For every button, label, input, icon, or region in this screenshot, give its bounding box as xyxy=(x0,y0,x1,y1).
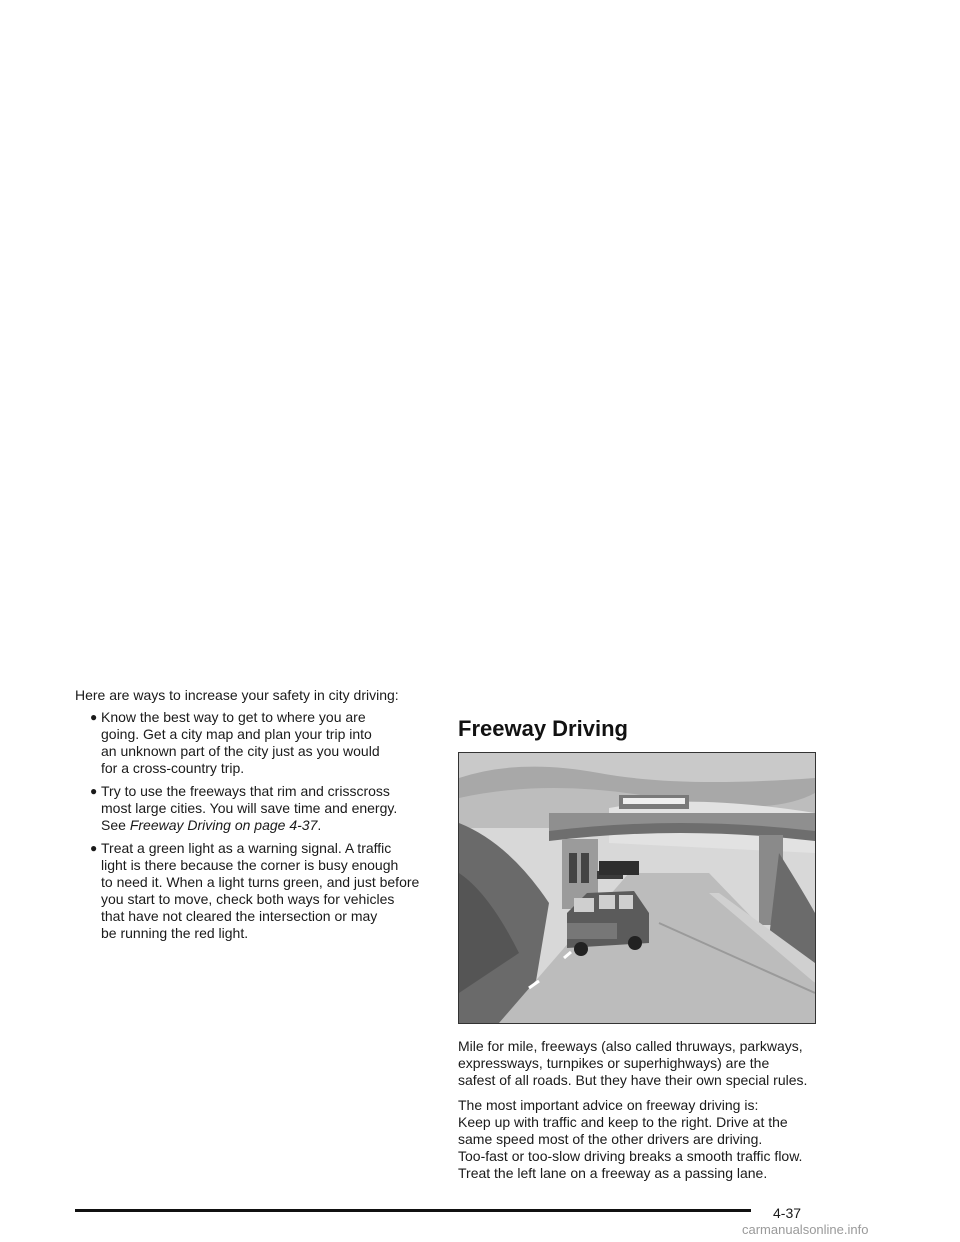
paragraph-freeway-advice xyxy=(458,1097,818,1182)
bullet-line: that have not cleared the intersection or may xyxy=(101,908,378,924)
bullet-line: most large cities. You will save time and energy. xyxy=(101,800,398,816)
text-line: safest of all roads. But they have their own special rules. xyxy=(458,1072,808,1088)
period: . xyxy=(317,817,322,833)
right-column xyxy=(458,717,818,1190)
bullet-line: an unknown part of the city just as you would xyxy=(101,743,380,759)
bullet-icon: ● xyxy=(90,710,98,724)
text-line: Keep up with traffic and keep to the right. Drive at the xyxy=(458,1114,788,1130)
list-item xyxy=(90,709,435,777)
list-item xyxy=(90,840,435,942)
list-item xyxy=(90,783,435,834)
footer-rule xyxy=(75,1209,751,1212)
watermark: carmanualsonline.info xyxy=(742,1222,869,1237)
page-number: 4-37 xyxy=(773,1205,802,1221)
section-heading: Freeway Driving xyxy=(458,716,628,741)
freeway-scene-image xyxy=(459,753,815,1023)
cross-reference-link[interactable]: Freeway Driving on page 4-37 xyxy=(129,817,318,833)
bullet-icon: ● xyxy=(90,784,98,798)
text-line: Treat the left lane on a freeway as a passing lane. xyxy=(458,1165,768,1181)
freeway-illustration xyxy=(458,752,816,1024)
intro-text: Here are ways to increase your safety in city driving: xyxy=(75,687,399,703)
bullet-first-line: Try to use the freeways that rim and crisscross xyxy=(101,783,390,799)
bullet-line: light is there because the corner is busy enough xyxy=(101,857,399,873)
bullet-line xyxy=(101,817,435,834)
text-line: expressways, turnpikes or superhighways) are the xyxy=(458,1055,770,1071)
see-label: See xyxy=(101,817,126,833)
text-line: The most important advice on freeway driving is: xyxy=(458,1097,759,1113)
paragraph-freeway-safety xyxy=(458,1038,818,1089)
bullet-line: you start to move, check both ways for vehicles xyxy=(101,891,395,907)
bullet-line: going. Get a city map and plan your trip into xyxy=(101,726,372,742)
bullet-line: be running the red light. xyxy=(101,925,249,941)
left-column xyxy=(75,687,435,951)
safety-tips-list xyxy=(75,709,435,942)
text-line: same speed most of the other drivers are driving. xyxy=(458,1131,763,1147)
bullet-line: for a cross-country trip. xyxy=(101,760,245,776)
text-line: Too-fast or too-slow driving breaks a smooth traffic flow. xyxy=(458,1148,803,1164)
text-line: Mile for mile, freeways (also called thruways, parkways, xyxy=(458,1038,803,1054)
bullet-first-line: Know the best way to get to where you are xyxy=(101,709,366,725)
bullet-line: to need it. When a light turns green, and just before xyxy=(101,874,420,890)
bullet-icon: ● xyxy=(90,841,98,855)
bullet-first-line: Treat a green light as a warning signal. A traffic xyxy=(101,840,392,856)
